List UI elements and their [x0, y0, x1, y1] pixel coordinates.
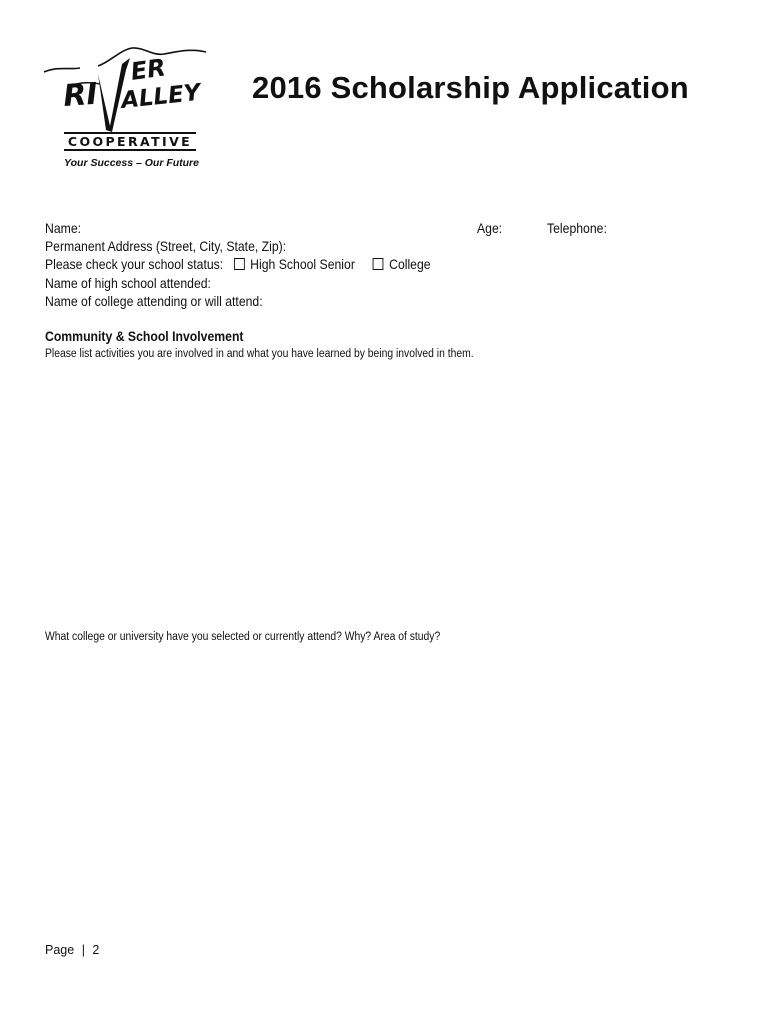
page-number: 2 [92, 943, 100, 957]
school-status-row [45, 257, 431, 272]
age-label: Age: [477, 221, 503, 236]
page-footer [45, 943, 99, 957]
high-school-senior-label: High School Senior [250, 257, 355, 272]
svg-text:ER: ER [128, 53, 168, 86]
page-separator: | [81, 943, 85, 957]
logo-cooperative-text: COOPERATIVE [64, 132, 196, 151]
college-option-label: College [389, 257, 431, 272]
river-valley-cooperative-logo [40, 42, 210, 177]
svg-text:ALLEY: ALLEY [119, 79, 202, 114]
college-question: What college or university have you selected or currently attend? Why? Area of study? [45, 631, 441, 643]
telephone-label: Telephone: [547, 221, 607, 236]
svg-text:RI: RI [62, 76, 99, 114]
address-label: Permanent Address (Street, City, State, Zip): [45, 239, 287, 254]
name-label: Name: [45, 221, 82, 236]
page-label: Page [45, 943, 75, 957]
logo-wordmark-graphic [40, 42, 210, 132]
logo-tagline: Your Success – Our Future [64, 157, 199, 169]
college-name-label: Name of college attending or will attend: [45, 294, 263, 309]
page-title: 2016 Scholarship Application [252, 70, 689, 105]
high-school-senior-checkbox[interactable] [234, 258, 245, 270]
involvement-heading: Community & School Involvement [45, 329, 244, 344]
high-school-label: Name of high school attended: [45, 276, 211, 291]
involvement-instructions: Please list activities you are involved in and what you have learned by being involved in them. [45, 348, 474, 360]
college-checkbox[interactable] [373, 258, 384, 270]
school-status-label: Please check your school status: [45, 257, 224, 272]
